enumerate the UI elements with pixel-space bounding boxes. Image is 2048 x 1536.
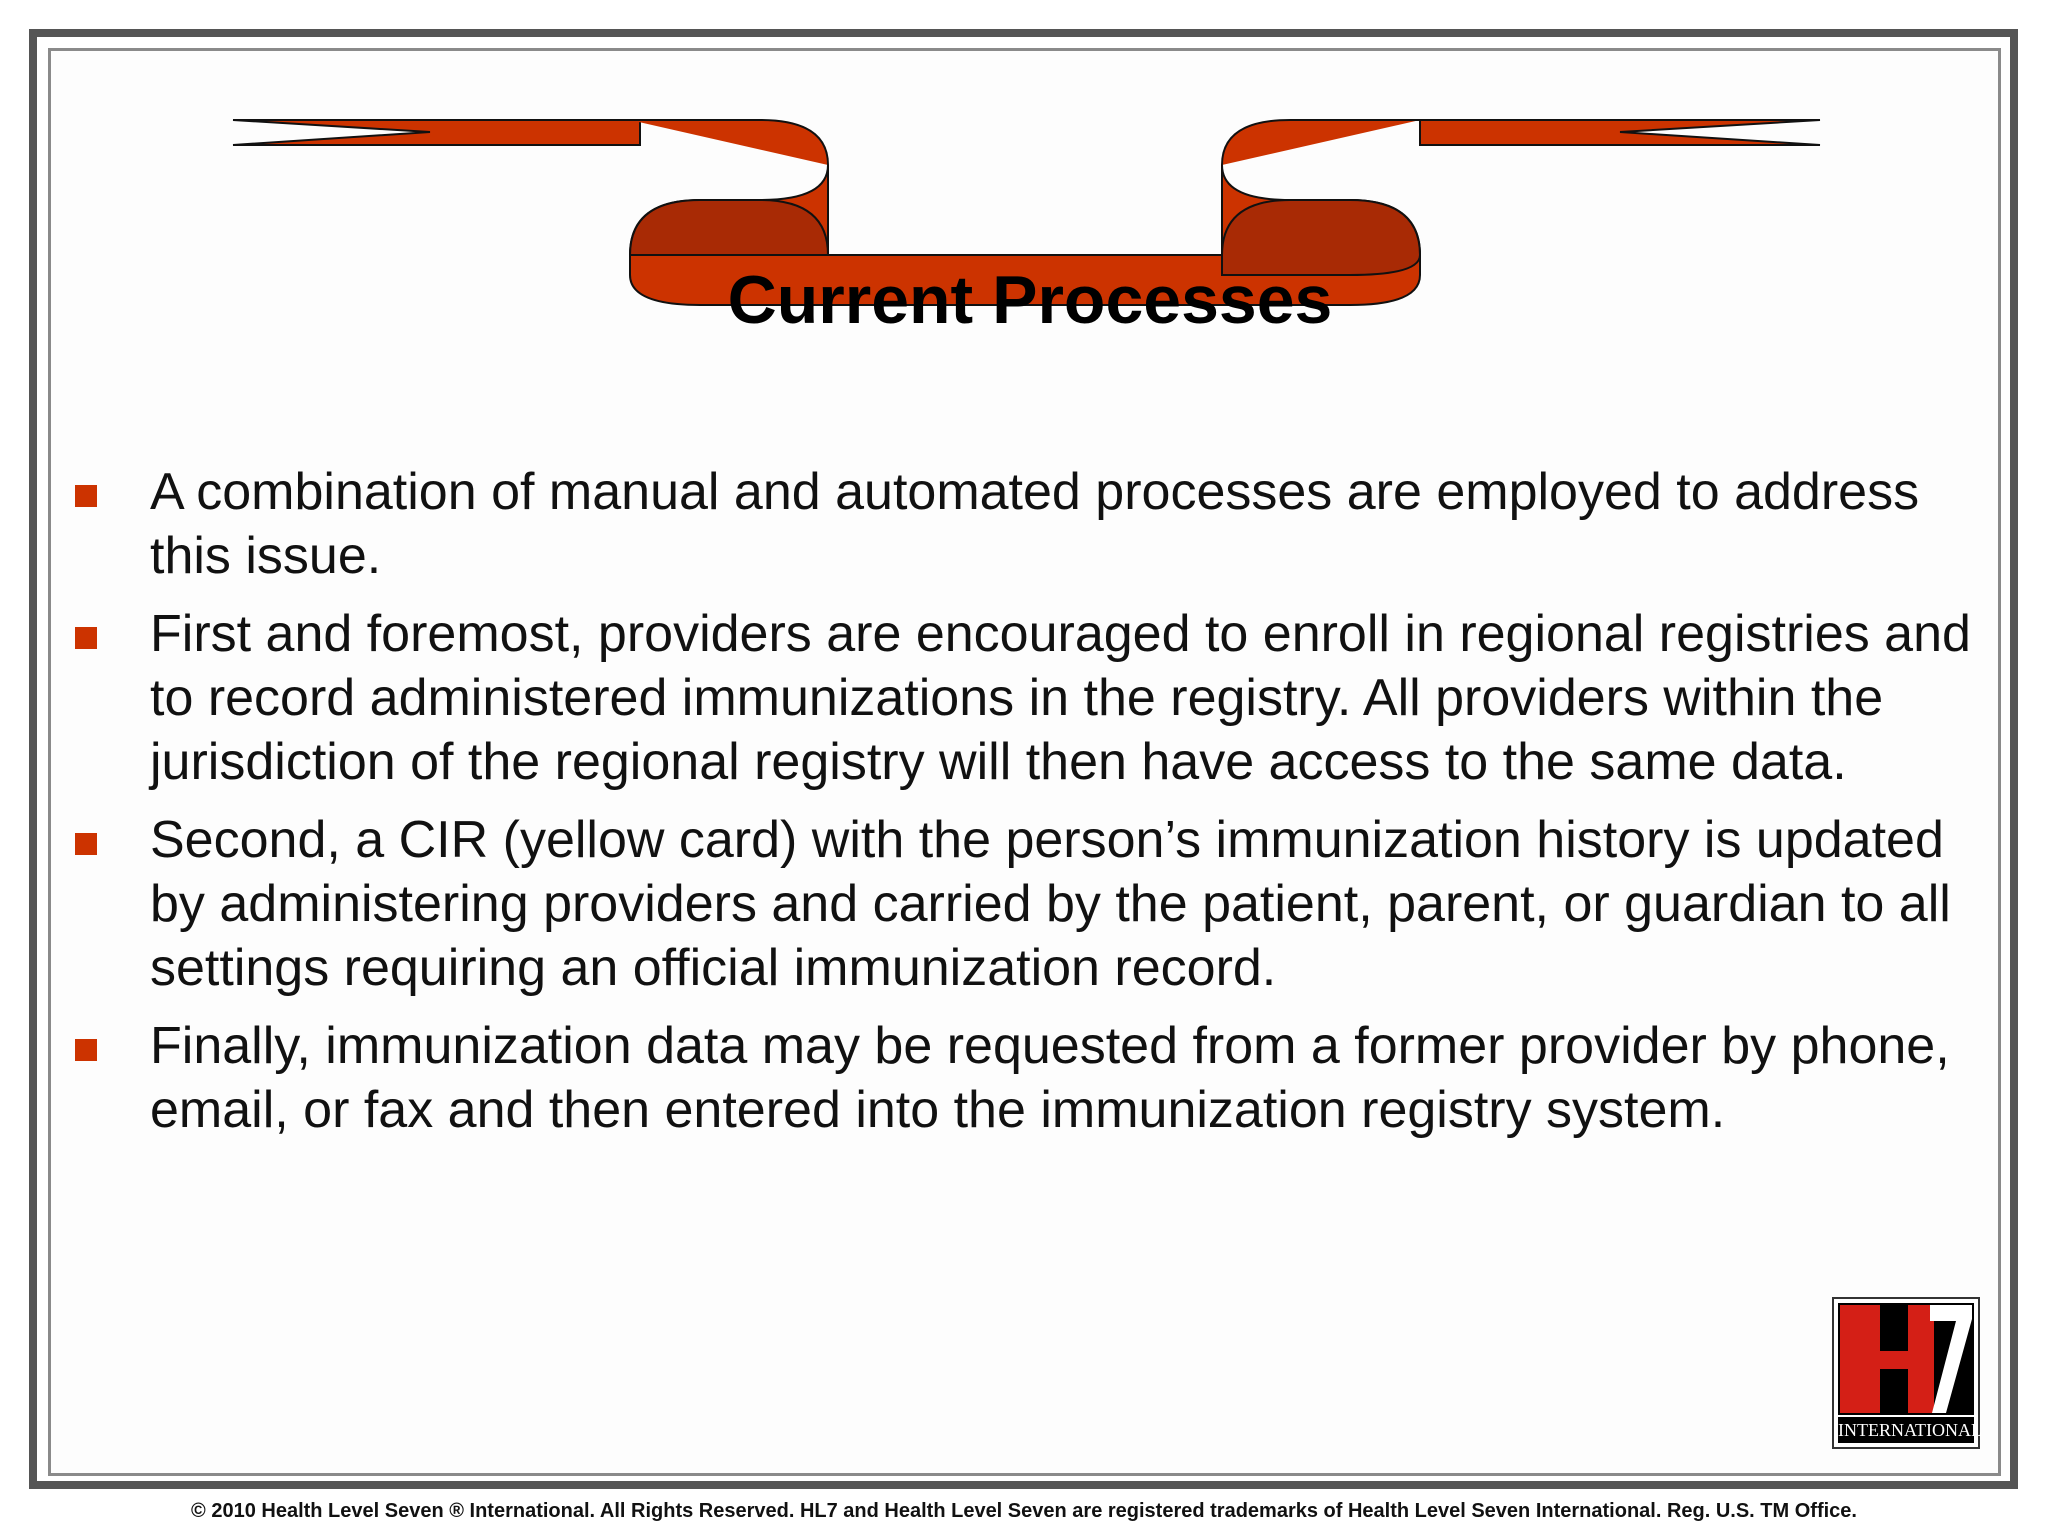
logo-subtitle: INTERNATIONAL [1838,1417,1974,1443]
bullet-item [70,1014,1990,1142]
bullet-text: First and foremost, providers are encouraged to enroll in regional registries and to record administered immunizations in the registry. All providers within the jurisdiction of the regional registry will then have access to the same data. [150,605,1971,791]
copyright-footer: © 2010 Health Level Seven ® International. All Rights Reserved. HL7 and Health Level Seven are registered trademarks of Health Level Seven International. Reg. U.S. TM Office. [191,1500,1857,1522]
square-bullet-icon [75,485,97,507]
bullet-item [70,808,1990,1000]
bullet-list [70,460,1990,1156]
slide-title: Current Processes [727,262,1333,338]
square-bullet-icon [75,833,97,855]
bullet-text: Second, a CIR (yellow card) with the person’s immunization history is updated by administering providers and carried by the patient, parent, or guardian to all settings requiring an official immunization record. [150,811,1951,997]
ribbon-left-tail [233,120,640,145]
square-bullet-icon [75,1039,97,1061]
bullet-text: A combination of manual and automated processes are employed to address this issue. [150,463,1920,585]
ribbon-right-tail [1420,120,1820,145]
bullet-item [70,602,1990,794]
bullet-text: Finally, immunization data may be requested from a former provider by phone, email, or fax and then entered into the immunization registry system. [150,1017,1950,1139]
square-bullet-icon [75,627,97,649]
hl7-logo [1832,1297,1980,1449]
bullet-item [70,460,1990,588]
